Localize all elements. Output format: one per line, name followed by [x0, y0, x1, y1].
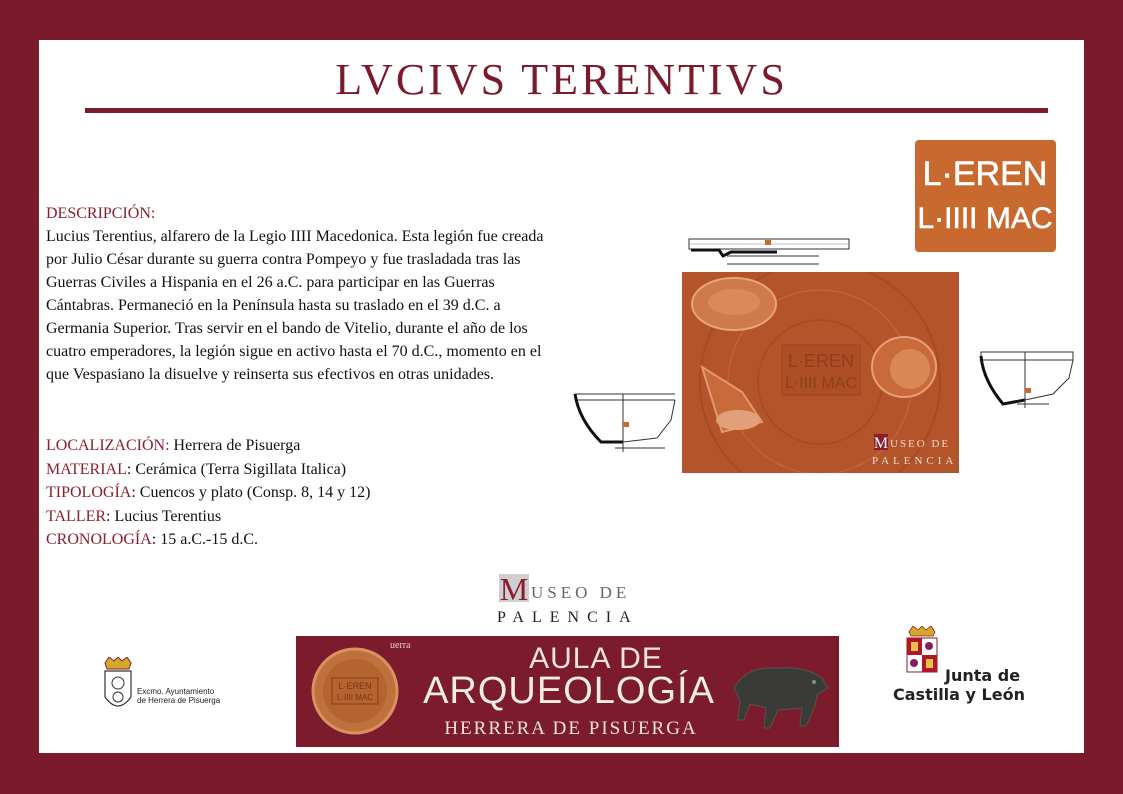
photo-stamp-line-2: L·IIII MAC: [784, 375, 858, 392]
stamp-line-2: L·IIII MAC: [917, 202, 1053, 235]
photo-watermark-line-1: USEO DE: [890, 438, 951, 450]
photo-stamp-line-1: L·EREN: [787, 351, 855, 371]
title-underline: [85, 108, 1048, 113]
field-label: TIPOLOGÍA: [46, 484, 132, 501]
junta-line-1: Junta de: [945, 666, 1021, 685]
field-label: CRONOLOGÍA: [46, 531, 152, 548]
photo-watermark-initial: M: [873, 435, 889, 452]
museo-logo-initial: M: [499, 572, 529, 607]
junta-line-2: Castilla y León: [893, 685, 1025, 704]
aula-small-text: uerra: [390, 640, 411, 651]
field-cronologia: [46, 528, 566, 552]
field-tipologia: [46, 481, 566, 505]
coin-stamp-image: [310, 646, 400, 736]
bowl-left-drawing: [571, 390, 679, 456]
aula-arqueologia-banner: [296, 636, 839, 747]
description-label: DESCRIPCIÓN:: [46, 205, 156, 222]
field-taller: [46, 505, 566, 529]
aula-line-3: HERRERA DE PISUERGA: [444, 718, 698, 739]
page-title: LVCIVS TERENTIVS: [335, 55, 788, 104]
field-label: TALLER: [46, 507, 107, 525]
fragments-photo: [682, 272, 959, 473]
field-label: LOCALIZACIÓN:: [46, 437, 170, 454]
ayuntamiento-line-1: Excmo. Ayuntamiento: [137, 687, 215, 696]
aula-line-1: AULA DE: [529, 642, 663, 675]
junta-castilla-leon-logo: [889, 626, 1039, 716]
field-value: : 15 a.C.-15 d.C.: [151, 531, 258, 548]
field-value: Herrera de Pisuerga: [169, 437, 301, 454]
ayuntamiento-line-2: de Herrera de Pisuerga: [137, 696, 221, 705]
info-panel: [39, 40, 1084, 753]
field-label: MATERIAL: [46, 460, 127, 478]
field-value: : Lucius Terentius: [106, 507, 222, 525]
ayuntamiento-text: [137, 687, 220, 705]
stamp-line-1: L·EREN: [922, 155, 1048, 193]
museo-logo-line-1: USEO DE: [531, 583, 631, 602]
coat-of-arms-icon: [101, 657, 135, 717]
aula-line-2: ARQUEOLOGÍA: [423, 670, 715, 712]
junta-text: [889, 666, 1039, 704]
plate-profile-drawing: [687, 236, 852, 268]
potter-stamp-graphic: [915, 140, 1056, 252]
boar-figure-image: [726, 648, 831, 732]
coin-line-2: L·IIII MAC: [336, 693, 374, 702]
ayuntamiento-logo: [101, 657, 281, 717]
bowl-right-drawing: [977, 350, 1077, 414]
field-value: : Cuencos y plato (Consp. 8, 14 y 12): [131, 484, 371, 501]
description-text: Lucius Terentius, alfarero de la Legio IIII Macedonica. Esta legión fue creada por Julio César durante su guerra contra Pompeyo y fue trasladada tras las Guerras Civiles a Hispania en el 26 a.C. para participar en las Guerras Cántabras. Permaneció en la Península hasta su traslado en el 39 d.C. a Germania Superior. Tras servir en el bando de Vitelio, durante el año de los cuatro emperadores, la legión sigue en activo hasta el 70 d.C., momento en el que Vespasiano la disuelve y reinserta sus efectivos en otras unidades.: [46, 228, 544, 383]
field-value: : Cerámica (Terra Sigillata Italica): [126, 460, 347, 478]
museo-palencia-logo: [495, 572, 645, 627]
museo-logo-line-2: PALENCIA: [497, 609, 639, 626]
field-localizacion: [46, 434, 566, 458]
coin-line-1: L·EREN: [338, 681, 372, 691]
details-list: [46, 434, 566, 552]
description-block: [46, 202, 566, 386]
field-material: [46, 458, 566, 482]
photo-watermark-line-2: PALENCIA: [872, 455, 958, 467]
